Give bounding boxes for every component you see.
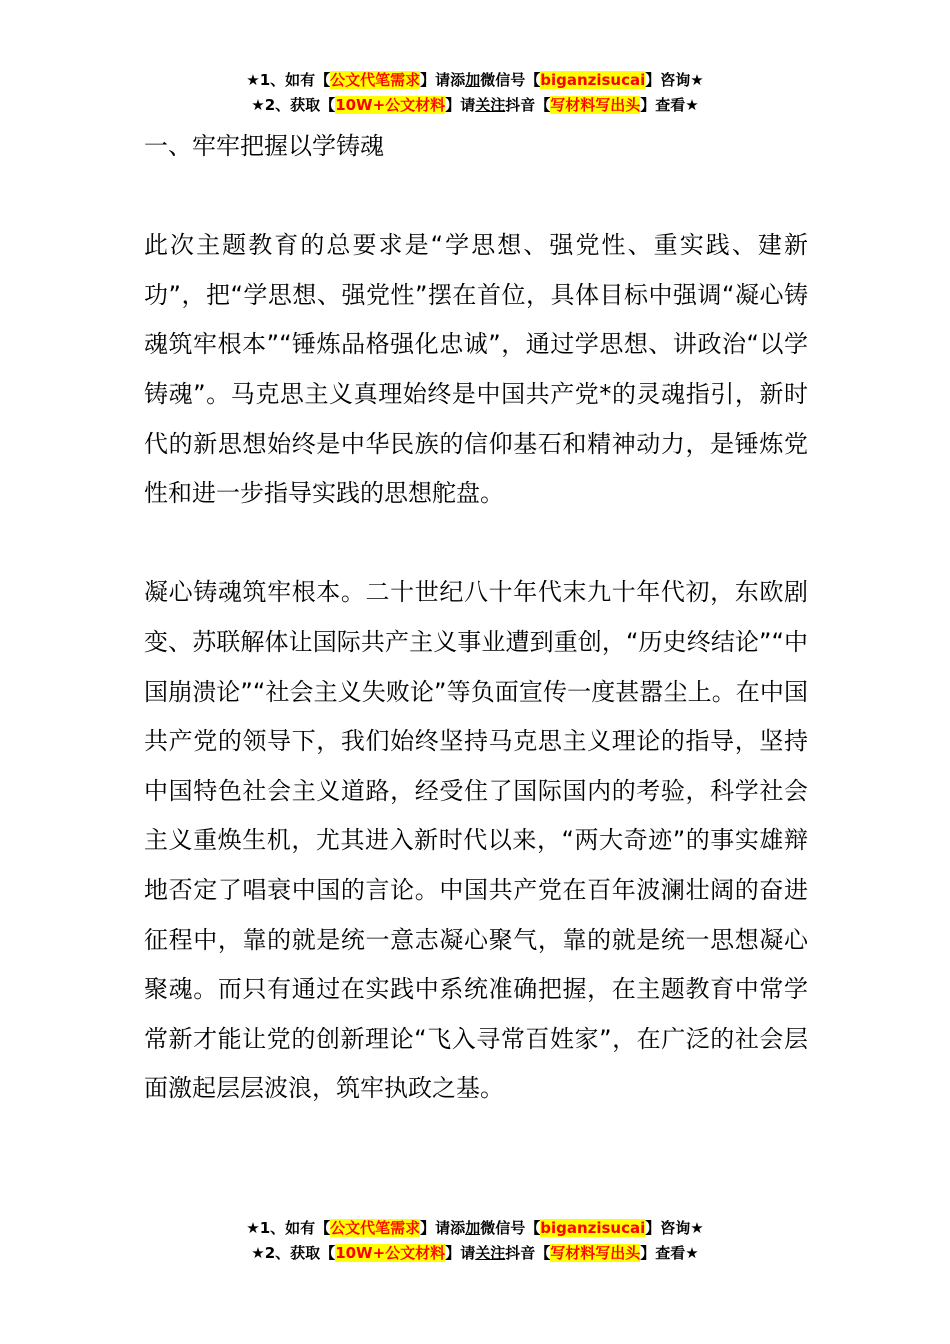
- promo-text: 】查看★: [640, 1244, 699, 1262]
- promo-text: 抖音【: [505, 1244, 551, 1262]
- promo-text: 微信号【: [480, 1219, 541, 1237]
- promo-highlight: 10W+公文材料: [335, 96, 446, 114]
- promo-text: 】查看★: [640, 96, 699, 114]
- promo-underlined: 关注: [475, 1244, 506, 1262]
- promo-text: 微信号【: [480, 71, 541, 89]
- paragraph-spacer: [144, 172, 808, 222]
- top-promo-banner: [0, 68, 950, 118]
- promo-highlight: 10W+公文材料: [335, 1244, 446, 1262]
- promo-highlight: 写材料写出头: [550, 1244, 641, 1262]
- document-body: [144, 122, 808, 1114]
- promo-text: ★1、如有【: [246, 71, 331, 89]
- promo-text: 】请: [445, 1244, 476, 1262]
- promo-highlight: 公文代笔需求: [330, 1219, 421, 1237]
- promo-text: 】请添: [420, 1219, 466, 1237]
- bottom-promo-banner: [0, 1216, 950, 1266]
- promo-text: 抖音【: [505, 96, 551, 114]
- paragraph-spacer: [144, 519, 808, 569]
- promo-text: ★1、如有【: [246, 1219, 331, 1237]
- promo-line-1: [0, 68, 950, 93]
- promo-highlight: biganzisucai: [540, 71, 646, 89]
- promo-underlined: 加: [465, 1219, 481, 1237]
- section-heading: 一、牢牢把握以学铸魂: [144, 132, 384, 160]
- promo-text: 】请: [445, 96, 476, 114]
- paragraph: 此次主题教育的总要求是“学思想、强党性、重实践、建新功”，把“学思想、强党性”摆在首位，具体目标中强调“凝心铸魂筑牢根本”“锤炼品格强化忠诚”，通过学思想、讲政治“以学铸魂”。马克思主义真理始终是中国共产党*的灵魂指引，新时代的新思想始终是中华民族的信仰基石和精神动力，是锤炼党性和进一步指导实践的思想舵盘。: [144, 231, 808, 508]
- promo-highlight: biganzisucai: [540, 1219, 646, 1237]
- promo-highlight: 公文代笔需求: [330, 71, 421, 89]
- paragraph: 凝心铸魂筑牢根本。二十世纪八十年代末九十年代初，东欧剧变、苏联解体让国际共产主义事业遭到重创，“历史终结论”“中国崩溃论”“社会主义失败论”等负面宣传一度甚嚣尘上。在中国共产党的领导下，我们始终坚持马克思主义理论的指导，坚持中国特色社会主义道路，经受住了国际国内的考验，科学社会主义重焕生机，尤其进入新时代以来，“两大奇迹”的事实雄辩地否定了唱衰中国的言论。中国共产党在百年波澜壮阔的奋进征程中，靠的就是统一意志凝心聚气，靠的就是统一思想凝心聚魂。而只有通过在实践中系统准确把握，在主题教育中常学常新才能让党的创新理论“飞入寻常百姓家”，在广泛的社会层面激起层层波浪，筑牢执政之基。: [144, 578, 808, 1103]
- promo-line-2: [0, 1241, 950, 1266]
- promo-highlight: 写材料写出头: [550, 96, 641, 114]
- promo-underlined: 加: [465, 71, 481, 89]
- promo-underlined: 关注: [475, 96, 506, 114]
- promo-text: ★2、获取【: [251, 96, 336, 114]
- promo-line-1: [0, 1216, 950, 1241]
- promo-line-2: [0, 93, 950, 118]
- promo-text: 】咨询★: [645, 71, 704, 89]
- promo-text: ★2、获取【: [251, 1244, 336, 1262]
- promo-text: 】请添: [420, 71, 466, 89]
- promo-text: 】咨询★: [645, 1219, 704, 1237]
